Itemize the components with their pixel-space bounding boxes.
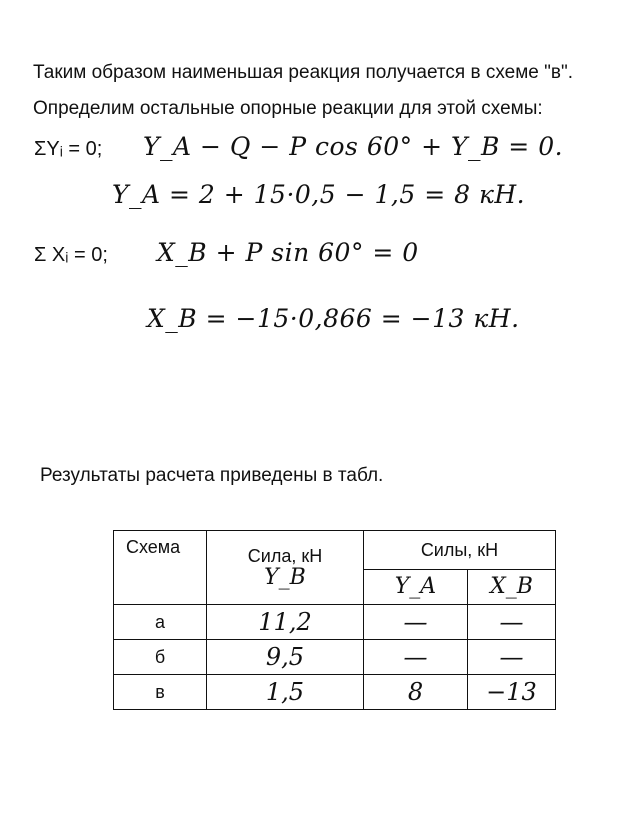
results-table xyxy=(113,530,556,710)
header-force xyxy=(207,531,364,605)
table-row xyxy=(114,605,556,640)
table-row xyxy=(114,675,556,710)
results-line: Результаты расчета приведены в табл. xyxy=(40,465,384,486)
sum-y-label: ΣYᵢ = 0; xyxy=(34,138,103,160)
row-xb: — xyxy=(468,605,556,640)
header-ya: Y_A xyxy=(364,570,468,605)
sum-y-equation: Y_A − Q − P cos 60° + Y_B = 0. xyxy=(143,132,564,161)
row-scheme: а xyxy=(114,605,207,640)
sum-x-equation: X_B + P sin 60° = 0 xyxy=(157,238,419,267)
header-forces: Силы, кН xyxy=(364,531,556,570)
header-xb: X_B xyxy=(468,570,556,605)
row-xb: −13 xyxy=(468,675,556,710)
row-ya: — xyxy=(364,640,468,675)
intro-line: Таким образом наименьшая реакция получается в схеме "в". xyxy=(33,62,573,83)
row-yb: 1,5 xyxy=(207,675,364,710)
ya-calculation: Y_A = 2 + 15·0,5 − 1,5 = 8 кН. xyxy=(112,180,526,209)
xb-calculation: X_B = −15·0,866 = −13 кН. xyxy=(147,304,520,333)
determine-line: Определим остальные опорные реакции для этой схемы: xyxy=(33,98,543,119)
header-force-label: Сила, кН xyxy=(247,546,323,566)
row-ya: — xyxy=(364,605,468,640)
table-row xyxy=(114,640,556,675)
row-scheme: в xyxy=(114,675,207,710)
row-yb: 9,5 xyxy=(207,640,364,675)
row-scheme: б xyxy=(114,640,207,675)
header-force-yb: Y_B xyxy=(264,565,306,590)
row-ya: 8 xyxy=(364,675,468,710)
sum-x-label: Σ Xᵢ = 0; xyxy=(34,244,108,266)
row-yb: 11,2 xyxy=(207,605,364,640)
header-scheme: Схема xyxy=(114,531,207,605)
row-xb: — xyxy=(468,640,556,675)
